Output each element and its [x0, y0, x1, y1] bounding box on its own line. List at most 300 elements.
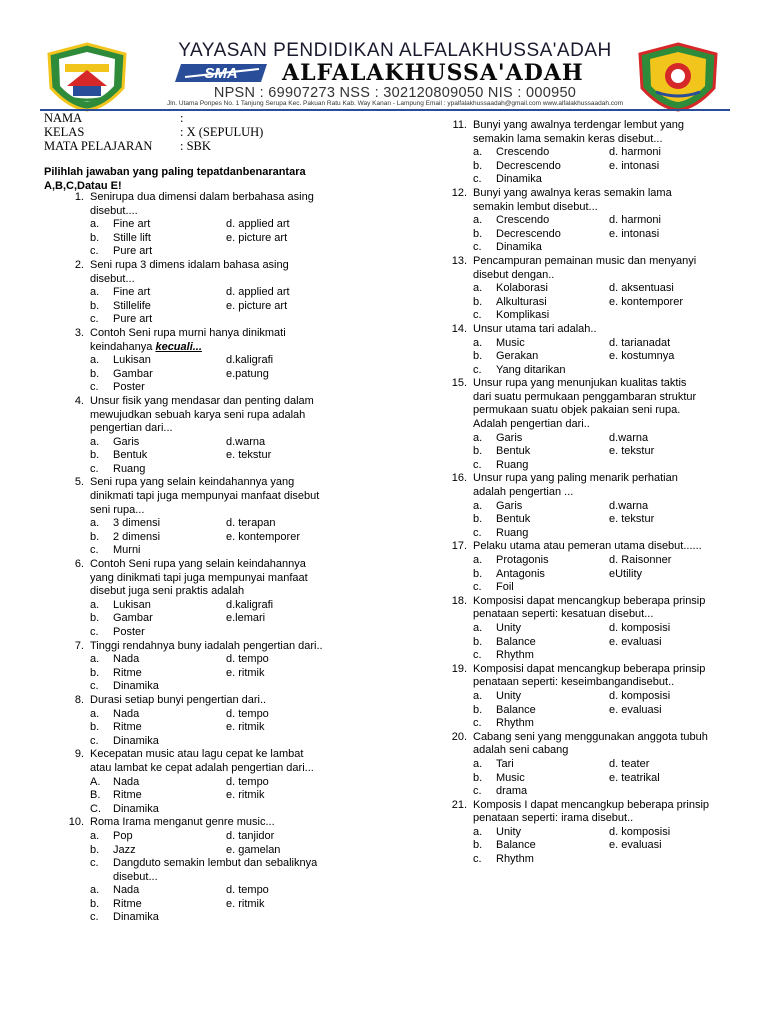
option-letter: b.	[90, 843, 100, 856]
answer-option-row	[42, 599, 372, 613]
answer-option-row	[425, 527, 755, 541]
answer-option-row	[425, 160, 755, 174]
option-text: Unity	[496, 621, 522, 634]
option-letter: b.	[473, 295, 483, 308]
answer-option-row	[425, 785, 755, 799]
answer-option-row	[42, 776, 372, 790]
question-number: 13.	[451, 254, 467, 267]
answer-option-row	[42, 844, 372, 858]
question	[425, 323, 755, 377]
answer-option-row	[425, 690, 755, 704]
answer-option-row	[42, 735, 372, 749]
option-text: Bentuk	[496, 445, 531, 458]
option-text: Poster	[113, 381, 145, 394]
option-letter: a.	[90, 517, 100, 530]
answer-option-row	[42, 680, 372, 694]
question-text: adalah seni cabang	[473, 744, 569, 757]
option-text: Bentuk	[113, 449, 148, 462]
option-text: Decrescendo	[496, 159, 561, 172]
answer-option-row	[42, 830, 372, 844]
school-logo-right	[636, 42, 720, 112]
option-letter: b.	[90, 449, 100, 462]
answer-option-row	[42, 789, 372, 803]
option-text: Pure art	[113, 313, 153, 326]
question-text-line	[42, 273, 372, 287]
option-text-alt: d. tanjidor	[226, 829, 275, 842]
option-text: Music	[496, 771, 525, 784]
option-letter: a.	[473, 336, 483, 349]
option-text-alt: e. ritmik	[226, 666, 265, 679]
question-text-line	[425, 391, 755, 405]
option-letter: a.	[473, 689, 483, 702]
question-number: 17.	[451, 540, 467, 553]
option-text: Pop	[113, 829, 133, 842]
question-number: 8.	[74, 693, 84, 706]
option-text: Ruang	[496, 526, 529, 539]
question	[42, 748, 372, 816]
question-text: disebut dengan..	[473, 268, 555, 281]
question	[425, 119, 755, 187]
option-text: Pure art	[113, 245, 153, 258]
option-letter: b.	[90, 721, 100, 734]
option-text-alt: e. picture art	[226, 299, 288, 312]
question-text: dari suatu permukaan penggambaran struktur	[473, 390, 697, 403]
question-text: disebut....	[90, 204, 138, 217]
option-text: Dinamika	[113, 734, 159, 747]
question-text: permukaan suatu objek pakaian seni rupa.	[473, 404, 681, 417]
option-letter: b.	[473, 635, 483, 648]
answer-option-row	[42, 721, 372, 735]
option-text-alt: e. teatrikal	[609, 771, 660, 784]
question-number: 2.	[74, 258, 84, 271]
question-number: 14.	[451, 322, 467, 335]
option-text: Decrescendo	[496, 227, 561, 240]
question-text-line	[425, 269, 755, 283]
option-letter: b.	[90, 897, 100, 910]
option-text-alt: d. harmoni	[609, 146, 661, 159]
question-text: Tinggi rendahnya buny iadalah pengertian dari..	[90, 639, 323, 652]
option-text-alt: e. kontemporer	[226, 530, 300, 543]
question-number: 21.	[451, 798, 467, 811]
question	[425, 377, 755, 472]
option-text: Garis	[113, 435, 140, 448]
option-text: Alkulturasi	[496, 295, 547, 308]
option-text: Lukisan	[113, 354, 151, 367]
answer-option-row	[42, 898, 372, 912]
question-text-line	[42, 409, 372, 423]
answer-option-row	[425, 636, 755, 650]
option-text: Crescendo	[496, 214, 550, 227]
question-text-line	[425, 377, 755, 391]
option-text: Garis	[496, 499, 523, 512]
question-text-line	[42, 476, 372, 490]
question-number: 6.	[74, 558, 84, 571]
answer-option-row	[425, 554, 755, 568]
question-text: penataan seperti: keseimbangandisebut..	[473, 676, 675, 689]
question	[425, 799, 755, 867]
option-letter: c.	[473, 785, 482, 798]
option-text: Ritme	[113, 789, 142, 802]
option-text-alt: d. terapan	[226, 517, 276, 530]
option-letter: b.	[473, 839, 483, 852]
question-text-line	[425, 731, 755, 745]
option-letter: c.	[90, 313, 99, 326]
identity-label: NAMA	[44, 111, 83, 125]
option-text-alt: e. tekstur	[609, 513, 655, 526]
option-letter: a.	[473, 214, 483, 227]
question-text: Komposisi dapat mencangkup beberapa prinsip	[473, 594, 706, 607]
question-text: Unsur rupa yang menunjukan kualitas taktis	[473, 377, 687, 390]
answer-option-row	[425, 513, 755, 527]
option-text-alt: d.kaligrafi	[226, 354, 274, 367]
answer-option-row	[425, 853, 755, 867]
option-text-alt: d. applied art	[226, 218, 290, 231]
option-letter: b.	[473, 227, 483, 240]
option-letter: c.	[90, 626, 99, 638]
option-letter: b.	[473, 159, 483, 172]
option-text-alt: e. evaluasi	[609, 839, 662, 852]
question-text-line	[425, 119, 755, 133]
question-text: atau lambat ke cepat adalah pengertian dari...	[90, 761, 314, 774]
answer-option-row	[42, 286, 372, 300]
question-text-line	[425, 323, 755, 337]
question-text: semakin lama semakin keras disebut...	[473, 132, 663, 145]
question-column-left	[42, 191, 372, 925]
answer-option-row	[42, 653, 372, 667]
question-text-line	[425, 418, 755, 432]
option-letter: b.	[90, 231, 100, 244]
question-text-line	[425, 595, 755, 609]
answer-option-row	[425, 146, 755, 160]
question-text-line	[42, 205, 372, 219]
option-text: Fine art	[113, 286, 151, 299]
option-letter: c.	[90, 462, 99, 475]
question-text-line	[42, 640, 372, 654]
option-text: Jazz	[113, 843, 136, 856]
answer-option-row	[425, 337, 755, 351]
question-text-line	[42, 422, 372, 436]
identity-value: : SBK	[180, 139, 211, 153]
option-text-alt: d. aksentuasi	[609, 282, 674, 295]
question-text-line	[425, 540, 755, 554]
answer-option-row	[425, 282, 755, 296]
option-text: Ritme	[113, 897, 142, 910]
exam-instruction: Pilihlah jawaban yang paling tepatdanbenarantara A,B,C,Datau E!	[44, 166, 306, 192]
question-text: Kecepatan music atau lagu cepat ke lambat	[90, 748, 304, 761]
option-text-alt: e. gamelan	[226, 843, 281, 856]
question	[42, 395, 372, 477]
question-number: 1.	[74, 191, 84, 203]
question-text-line	[42, 558, 372, 572]
school-name: ALFALAKHUSSA'ADAH	[282, 60, 584, 86]
question-text: seni rupa...	[90, 503, 145, 516]
school-address: Jln. Utama Ponpes No. 1 Tanjung Serupa Kec. Pakuan Ratu Kab. Way Kanan - Lampung Email : ypalfalakhussaadah@gmail.com www.alfalakhussaadah.com	[166, 100, 624, 107]
option-text: Ruang	[496, 458, 529, 471]
question-text: penataan seperti: kesatuan disebut...	[473, 608, 654, 621]
question-text-line	[425, 201, 755, 215]
option-letter: b.	[473, 771, 483, 784]
question-text-line	[42, 585, 372, 599]
option-text: Dinamika	[113, 911, 159, 924]
answer-option-row	[42, 368, 372, 382]
answer-option-row	[42, 463, 372, 477]
option-letter: b.	[90, 666, 100, 679]
option-letter: c.	[90, 857, 99, 870]
option-text-alt: d. tempo	[226, 884, 269, 897]
question	[425, 540, 755, 594]
option-letter: c.	[90, 911, 99, 924]
question-text-line	[42, 504, 372, 518]
answer-option-row	[425, 214, 755, 228]
option-letter: b.	[90, 367, 100, 380]
option-text: Lukisan	[113, 598, 151, 611]
option-letter: c.	[473, 717, 482, 730]
option-letter: c.	[473, 363, 482, 376]
question	[425, 187, 755, 255]
question	[425, 663, 755, 731]
option-text: disebut...	[113, 870, 158, 883]
option-text: Balance	[496, 703, 536, 716]
option-letter: a.	[90, 884, 100, 897]
answer-option-row	[425, 364, 755, 378]
option-letter: a.	[90, 598, 100, 611]
option-text-alt: e. tekstur	[609, 445, 655, 458]
option-letter: a.	[90, 653, 100, 666]
option-text: Dangduto semakin lembut dan sebaliknya	[113, 857, 318, 870]
option-text: Antagonis	[496, 567, 545, 580]
option-text: Unity	[496, 689, 522, 702]
foundation-name: YAYASAN PENDIDIKAN ALFALAKHUSSA'ADAH	[178, 40, 612, 61]
option-text: Gambar	[113, 367, 153, 380]
answer-option-row	[425, 758, 755, 772]
option-letter: c.	[473, 581, 482, 594]
option-text-alt: d. tempo	[226, 775, 269, 788]
question-text-line	[42, 341, 372, 355]
option-text: 2 dimensi	[113, 530, 161, 543]
option-letter: a.	[473, 757, 483, 770]
option-text: Komplikasi	[496, 309, 550, 322]
question-text: mewujudkan sebuah karya seni rupa adalah	[90, 408, 306, 421]
question-text: penataan seperti: irama disebut..	[473, 812, 634, 825]
question-text: Adalah pengertian dari..	[473, 418, 590, 431]
option-text-alt: e. ritmik	[226, 721, 265, 734]
answer-option-row	[42, 517, 372, 531]
option-letter: a.	[90, 435, 100, 448]
option-text-alt: d. Raisonner	[609, 554, 672, 566]
option-text: Foil	[496, 581, 514, 594]
question	[425, 472, 755, 540]
option-text-alt: d. tempo	[226, 653, 269, 666]
answer-option-row	[42, 313, 372, 327]
option-letter: b.	[473, 350, 483, 363]
option-text-alt: d. tempo	[226, 707, 269, 720]
answer-option-row	[42, 708, 372, 722]
option-text: Nada	[113, 707, 140, 720]
option-letter: b.	[473, 513, 483, 526]
answer-option-row	[425, 241, 755, 255]
question-text: Durasi setiap bunyi pengertian dari..	[90, 693, 267, 706]
option-text-alt: e. tekstur	[226, 449, 272, 462]
option-letter: C.	[90, 802, 101, 815]
question-text-line	[42, 748, 372, 762]
option-text: Music	[496, 336, 525, 349]
option-letter: a.	[90, 218, 100, 231]
option-letter: c.	[90, 734, 99, 747]
question-text-line	[42, 762, 372, 776]
question-text-line	[425, 187, 755, 201]
answer-option-row	[425, 432, 755, 446]
question-text: disebut juga seni praktis adalah	[90, 585, 245, 598]
option-text: Gambar	[113, 612, 153, 625]
question-text: Seni rupa 3 dimens idalam bahasa asing	[90, 258, 289, 271]
option-text: Dinamika	[113, 680, 159, 693]
answer-option-row	[425, 228, 755, 242]
question-text-line	[425, 799, 755, 813]
question-text: Unsur fisik yang mendasar dan penting dalam	[90, 394, 314, 407]
option-text: Poster	[113, 626, 145, 638]
question-number: 12.	[451, 186, 467, 199]
option-text: Dinamika	[496, 241, 542, 254]
option-text: Rhythm	[496, 649, 534, 662]
question-text: Bunyi yang awalnya keras semakin lama	[473, 186, 672, 199]
answer-option-row	[42, 436, 372, 450]
option-letter: a.	[473, 554, 483, 566]
answer-option-row	[42, 612, 372, 626]
answer-option-row	[425, 309, 755, 323]
question-text: Pencampuran pemainan music dan menyanyi	[473, 254, 697, 267]
option-text: Yang ditarikan	[496, 363, 566, 376]
option-letter: c.	[473, 526, 482, 539]
option-text-alt: d. harmoni	[609, 214, 661, 227]
option-text-alt: e. picture art	[226, 231, 288, 244]
question-number: 9.	[74, 748, 84, 761]
option-text: Ruang	[113, 462, 146, 475]
question-text: dinikmati tapi juga mempunyai manfaat disebut	[90, 490, 320, 503]
question	[42, 327, 372, 395]
option-letter: c.	[473, 173, 482, 186]
question	[42, 191, 372, 259]
option-text-alt: d. komposisi	[609, 825, 671, 838]
option-text: Nada	[113, 653, 140, 666]
question-text: adalah pengertian ...	[473, 486, 574, 499]
option-text-alt: d. teater	[609, 757, 650, 770]
answer-option-row	[42, 857, 372, 871]
question-text: Bunyi yang awalnya terdengar lembut yang	[473, 119, 684, 131]
question	[42, 694, 372, 748]
question-text-line	[42, 191, 372, 205]
answer-option-row	[42, 300, 372, 314]
question-number: 15.	[451, 377, 467, 390]
answer-option-row	[42, 354, 372, 368]
option-text-alt: d. applied art	[226, 286, 290, 299]
question-number: 5.	[74, 476, 84, 489]
option-text: Nada	[113, 884, 140, 897]
option-text: Balance	[496, 635, 536, 648]
question-text: yang dinikmati tapi juga mempunyai manfaat	[90, 571, 308, 584]
identity-label: KELAS	[44, 125, 85, 139]
option-letter: a.	[90, 286, 100, 299]
option-letter: b.	[90, 530, 100, 543]
option-text: Tari	[496, 757, 514, 770]
option-letter: b.	[473, 567, 483, 580]
option-text-alt: e. ritmik	[226, 789, 265, 802]
answer-option-row	[42, 911, 372, 925]
school-ids: NPSN : 69907273 NSS : 302120809050 NIS : 000950	[213, 85, 577, 101]
answer-option-row	[425, 173, 755, 187]
option-text-alt: d. komposisi	[609, 621, 671, 634]
question-number: 10.	[68, 816, 84, 829]
option-letter: A.	[90, 775, 101, 788]
question-text: keindahanya	[90, 340, 156, 353]
question-text-line	[42, 816, 372, 830]
question-number: 20.	[451, 730, 467, 743]
option-text: Protagonis	[496, 554, 549, 566]
answer-option-row	[425, 350, 755, 364]
question-number: 16.	[451, 472, 467, 485]
answer-option-row	[425, 839, 755, 853]
question-text: Komposisi dapat mencangkup beberapa prinsip	[473, 662, 706, 675]
answer-option-row	[42, 245, 372, 259]
question-number: 7.	[74, 639, 84, 652]
answer-option-row	[425, 296, 755, 310]
answer-option-row	[42, 544, 372, 558]
option-text: Dinamika	[496, 173, 542, 186]
answer-option-row	[425, 568, 755, 582]
option-text: Dinamika	[113, 802, 159, 815]
option-letter: a.	[473, 146, 483, 159]
answer-option-row	[42, 449, 372, 463]
option-letter: b.	[90, 612, 100, 625]
option-text: Fine art	[113, 218, 151, 231]
question-text-line	[42, 395, 372, 409]
question-text-line	[425, 486, 755, 500]
question	[42, 816, 372, 925]
question-text: Contoh Seni rupa murni hanya dinikmati	[90, 326, 286, 339]
question-text-line	[42, 694, 372, 708]
option-letter: a.	[473, 499, 483, 512]
answer-option-row	[42, 232, 372, 246]
option-letter: c.	[90, 680, 99, 693]
option-text: drama	[496, 785, 528, 798]
option-text: Murni	[113, 544, 141, 557]
option-text: Unity	[496, 825, 522, 838]
option-letter: c.	[473, 853, 482, 866]
answer-option-row	[425, 459, 755, 473]
question-text-line	[42, 572, 372, 586]
question-number: 3.	[74, 326, 84, 339]
answer-option-row	[425, 500, 755, 514]
option-letter: c.	[90, 245, 99, 258]
answer-option-row	[42, 667, 372, 681]
option-text: Crescendo	[496, 146, 550, 159]
letterhead	[0, 0, 768, 110]
question-text-line	[42, 327, 372, 341]
option-text: Ritme	[113, 666, 142, 679]
header-divider	[40, 109, 730, 111]
question-text-line	[42, 259, 372, 273]
option-letter: b.	[90, 299, 100, 312]
option-letter: a.	[90, 707, 100, 720]
answer-option-row	[42, 218, 372, 232]
question-number: 4.	[74, 394, 84, 407]
answer-option-row	[42, 803, 372, 817]
option-letter: b.	[473, 703, 483, 716]
question-text-line	[425, 744, 755, 758]
option-letter: a.	[473, 431, 483, 444]
question	[42, 476, 372, 558]
question-text: semakin lembut disebut...	[473, 200, 598, 213]
answer-option-row	[425, 717, 755, 731]
